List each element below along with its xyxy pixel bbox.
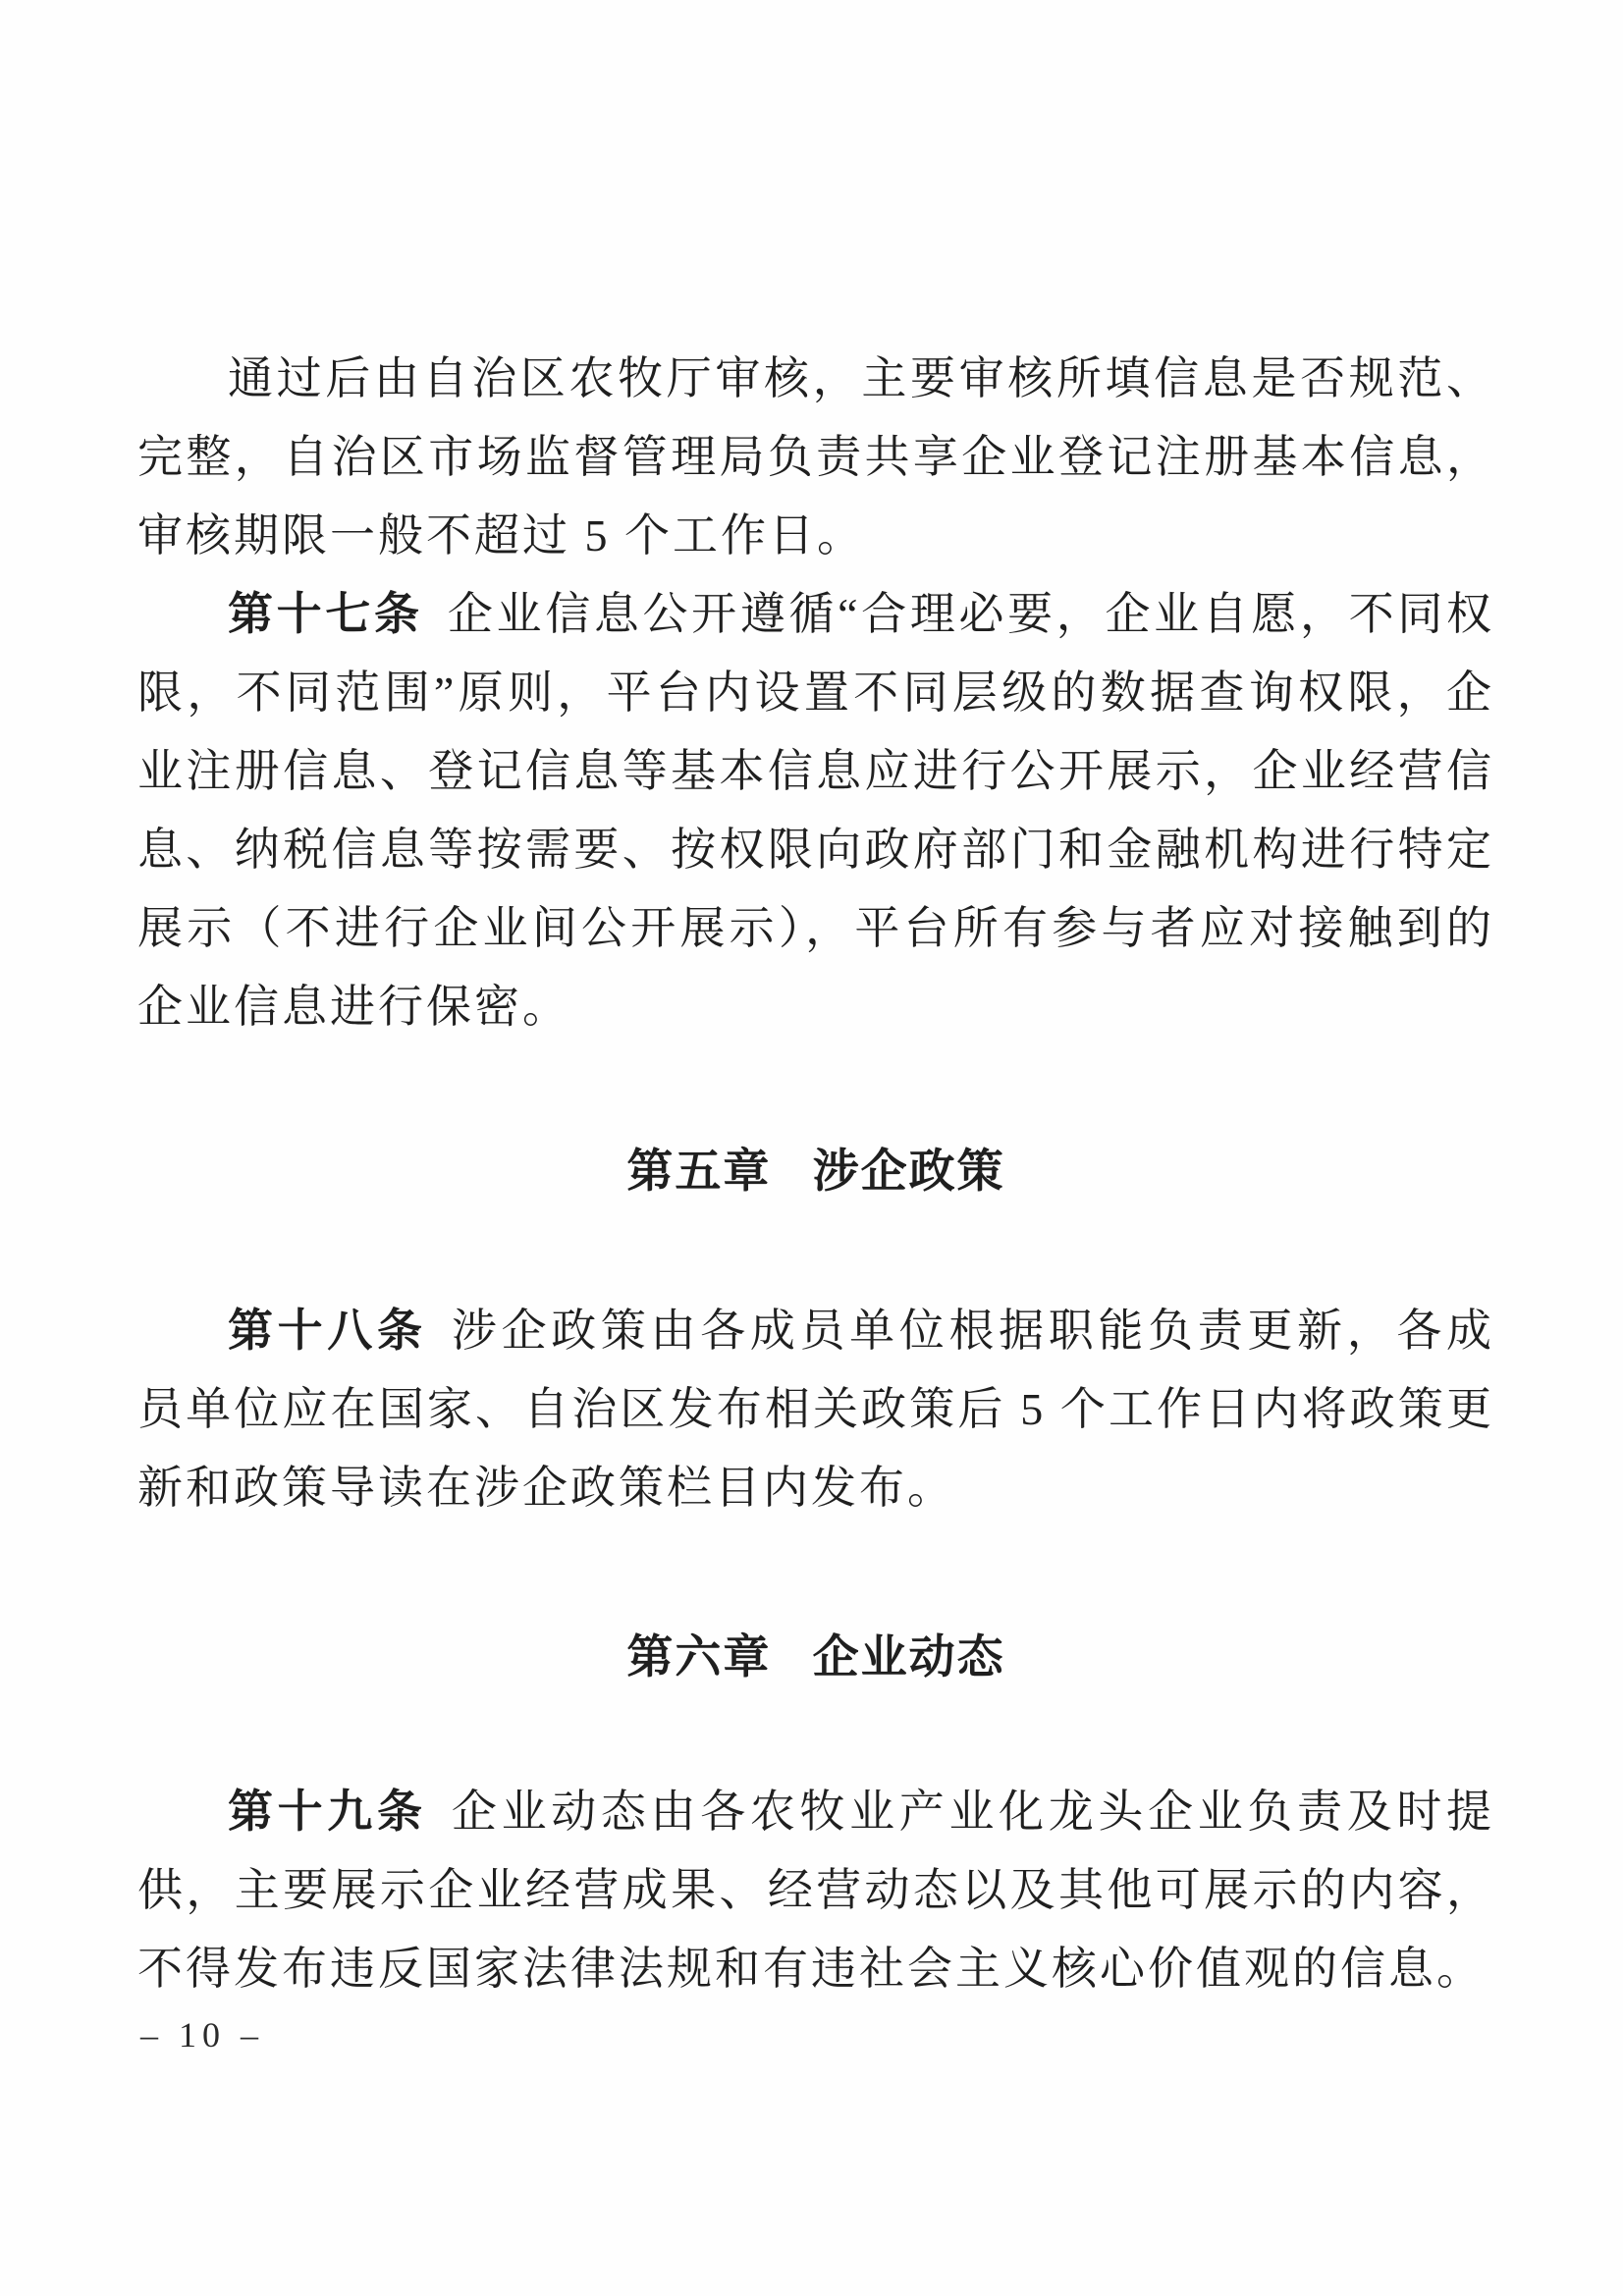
article-18-number: 第十八条 [228,1306,427,1356]
chapter-5-number: 第五章 [626,1145,772,1197]
article-17-text: 企业信息公开遵循“合理必要，企业自愿，不同权限，不同范围”原则，平台内设置不同层级的数据查询权限，企业注册信息、登记信息等基本信息应进行公开展示，企业经营信息、纳税信息等按需要、按权限向政府部门和金融机构进行特定展示（不进行企业间公开展示），平台所有参与者应对接触到的企业信息进行保密。 [137,589,1494,1032]
article-19-text: 企业动态由各农牧业产业化龙头企业负责及时提供，主要展示企业经营成果、经营动态以及其他可展示的内容，不得发布违反国家法律法规和有违社会主义核心价值观的信息。 [137,1787,1495,1994]
chapter-6-heading [137,1618,1494,1696]
page-number: – 10 – [140,2015,264,2055]
chapter-5-title: 涉企政策 [812,1145,1005,1197]
chapter-6-title: 企业动态 [812,1630,1005,1682]
chapter-5-heading [137,1132,1494,1210]
paragraph-article-17 [137,575,1494,1046]
article-18-text: 涉企政策由各成员单位根据职能负责更新，各成员单位应在国家、自治区发布相关政策后 5 个工作日内将政策更新和政策导读在涉企政策栏目内发布。 [137,1306,1495,1513]
document-body [137,0,1494,2008]
paragraph-intro-text: 通过后由自治区农牧厅审核，主要审核所填信息是否规范、完整，自治区市场监督管理局负责共享企业登记注册基本信息，审核期限一般不超过 5 个工作日。 [137,353,1494,561]
paragraph-intro [137,340,1494,575]
paragraph-article-19 [137,1773,1494,2008]
paragraph-article-18 [137,1292,1494,1527]
article-17-number: 第十七条 [228,589,423,639]
article-19-number: 第十九条 [228,1787,427,1837]
chapter-6-number: 第六章 [626,1630,772,1682]
